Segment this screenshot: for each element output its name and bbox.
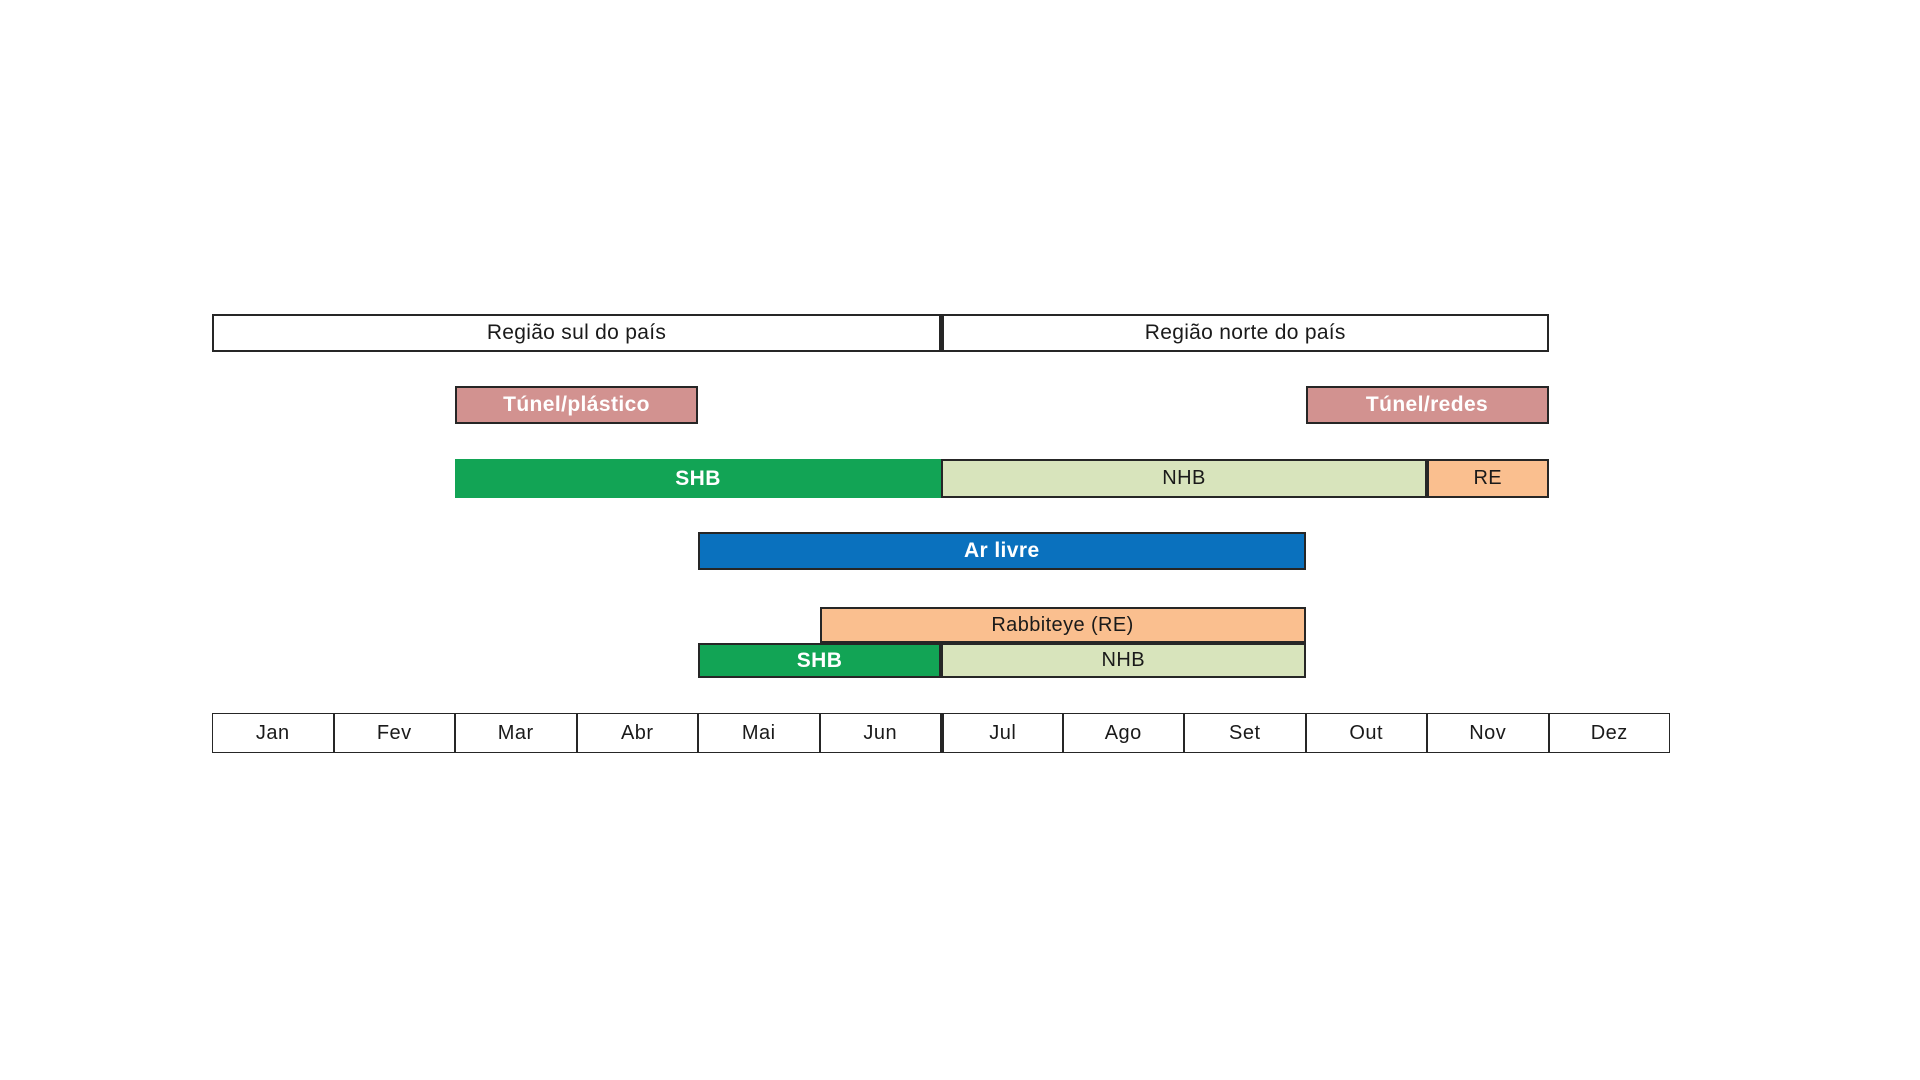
- bar-tunel-redes: Túnel/redes: [1306, 386, 1549, 424]
- bar-nhb-open: NHB: [941, 643, 1306, 678]
- month-cell-fev: Fev: [334, 713, 456, 753]
- bar-nhb-protected: NHB: [941, 459, 1427, 498]
- month-cell-jul: Jul: [941, 713, 1063, 753]
- bar-tunel-plastico: Túnel/plástico: [455, 386, 698, 424]
- month-cell-abr: Abr: [577, 713, 699, 753]
- region-north-header: Região norte do país: [941, 314, 1549, 352]
- month-cell-mai: Mai: [698, 713, 820, 753]
- month-cell-nov: Nov: [1427, 713, 1549, 753]
- bar-re-protected: RE: [1427, 459, 1549, 498]
- month-cell-mar: Mar: [455, 713, 577, 753]
- month-cell-jun: Jun: [820, 713, 942, 753]
- month-cell-dez: Dez: [1549, 713, 1671, 753]
- bar-shb-protected: SHB: [455, 459, 941, 498]
- month-cell-set: Set: [1184, 713, 1306, 753]
- bar-rabbiteye-open: Rabbiteye (RE): [820, 607, 1306, 643]
- region-south-header: Região sul do país: [212, 314, 941, 352]
- month-cell-out: Out: [1306, 713, 1428, 753]
- bar-shb-open: SHB: [698, 643, 941, 678]
- bar-ar-livre: Ar livre: [698, 532, 1306, 570]
- month-cell-ago: Ago: [1063, 713, 1185, 753]
- month-cell-jan: Jan: [212, 713, 334, 753]
